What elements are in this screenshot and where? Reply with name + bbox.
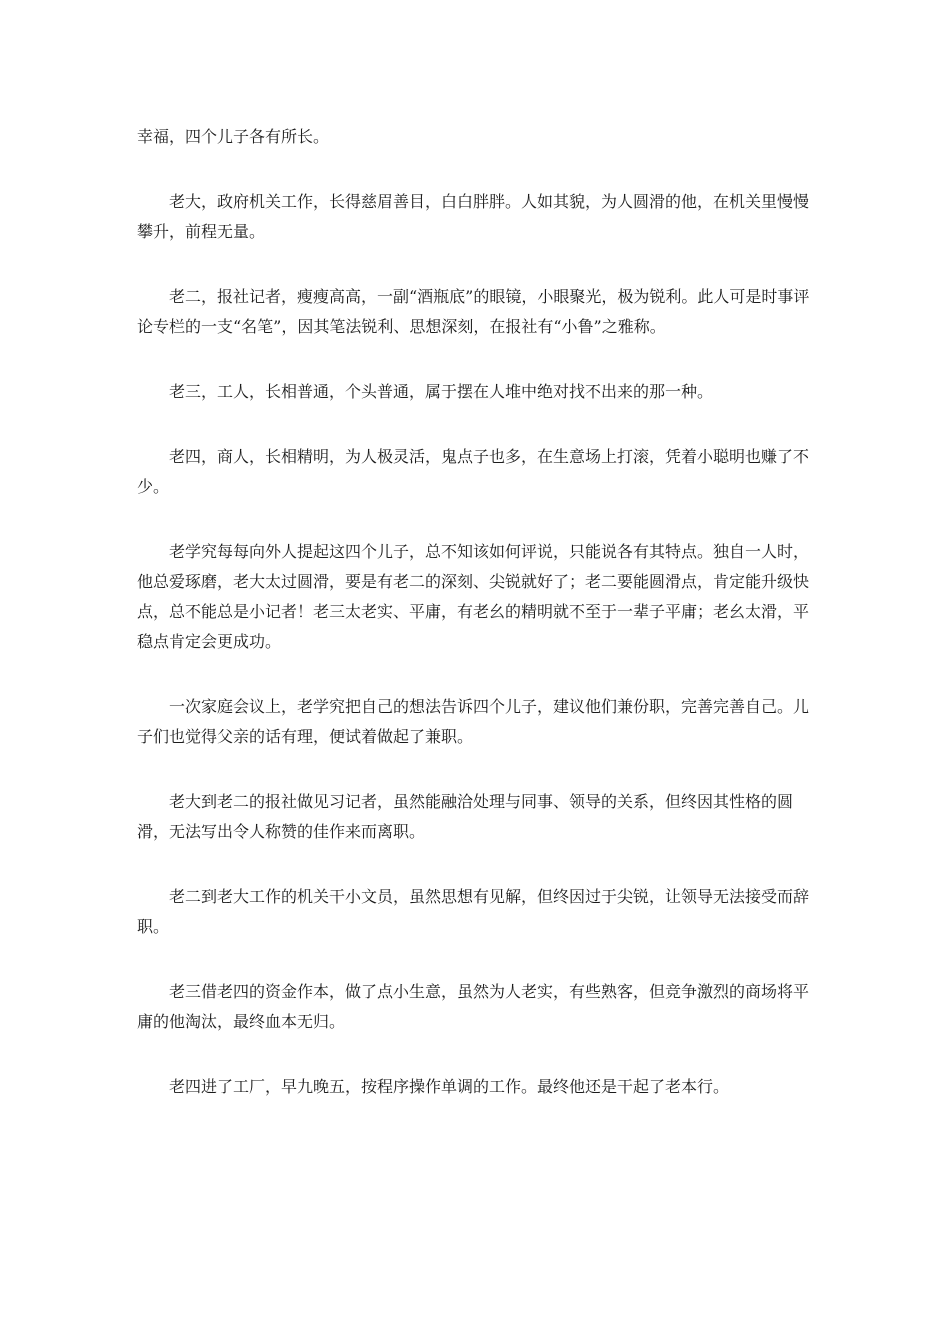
document-body: [137, 122, 820, 1137]
paragraph: 老三，工人，长相普通，个头普通，属于摆在人堆中绝对找不出来的那一种。: [169, 382, 714, 401]
paragraph: 老二，报社记者，瘦瘦高高，一副“酒瓶底”的眼镜，小眼聚光，极为锐利。此人可是时事评论专栏的一支“名笔”，因其笔法锐利、思想深刻，在报社有“小鲁”之雅称。: [137, 287, 810, 336]
paragraph: 老三借老四的资金作本，做了点小生意，虽然为人老实，有些熟客，但竞争激烈的商场将平庸的他淘汰，最终血本无归。: [137, 982, 810, 1031]
paragraph: 老四进了工厂，早九晚五，按程序操作单调的工作。最终他还是干起了老本行。: [169, 1077, 730, 1096]
paragraph: 老二到老大工作的机关干小文员，虽然思想有见解，但终因过于尖锐，让领导无法接受而辞职。: [137, 887, 810, 936]
paragraph: 老大到老二的报社做见习记者，虽然能融洽处理与同事、领导的关系，但终因其性格的圆滑，无法写出令人称赞的佳作来而离职。: [137, 792, 794, 841]
paragraph: 老四，商人，长相精明，为人极灵活，鬼点子也多，在生意场上打滚，凭着小聪明也赚了不少。: [137, 447, 810, 496]
paragraph: 幸福，四个儿子各有所长。: [137, 127, 330, 146]
paragraph: 老学究每每向外人提起这四个儿子，总不知该如何评说，只能说各有其特点。独自一人时，他总爱琢磨，老大太过圆滑，要是有老二的深刻、尖锐就好了；老二要能圆滑点，肯定能升级快点，总不能总是小记者！老三太老实、平庸，有老幺的精明就不至于一辈子平庸；老幺太滑，平稳点肯定会更成功。: [137, 542, 810, 651]
paragraph: 一次家庭会议上，老学究把自己的想法告诉四个儿子，建议他们兼份职，完善完善自己。儿子们也觉得父亲的话有理，便试着做起了兼职。: [137, 697, 810, 746]
paragraph: 老大，政府机关工作，长得慈眉善目，白白胖胖。人如其貌，为人圆滑的他，在机关里慢慢攀升，前程无量。: [137, 192, 810, 241]
